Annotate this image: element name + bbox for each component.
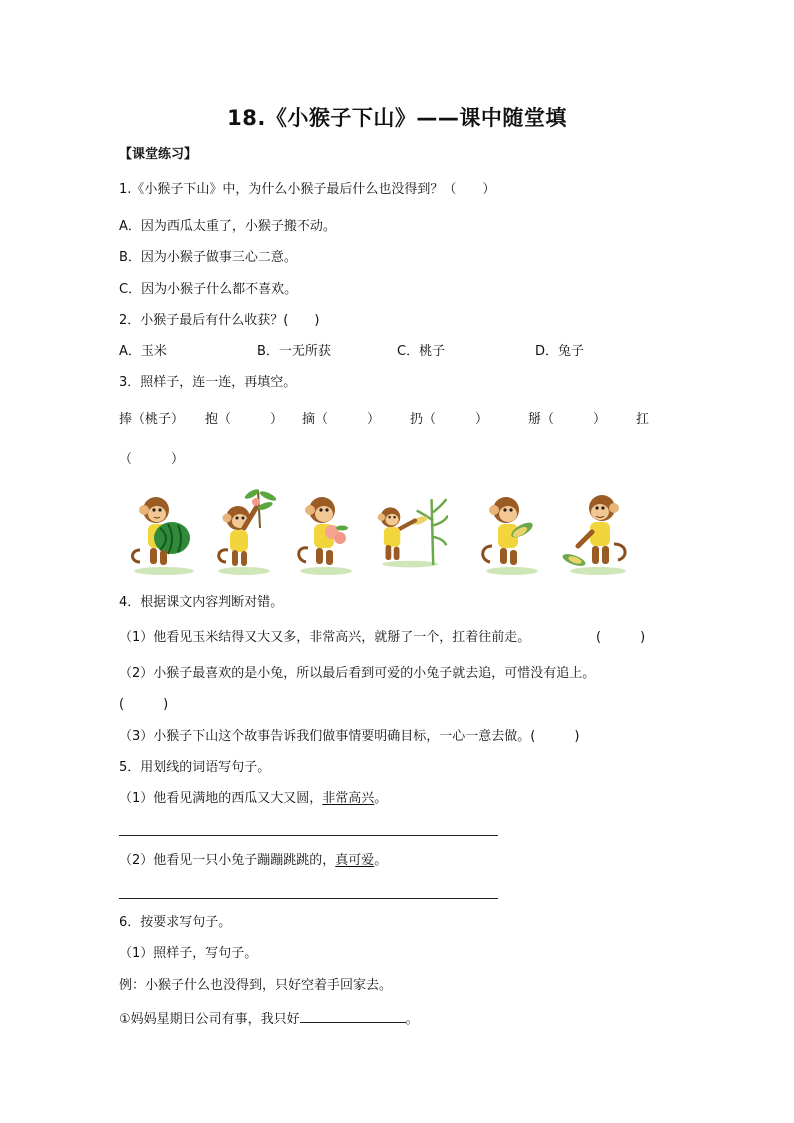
question-5-sentence-1-end: 。 [374, 791, 388, 806]
question-5-answer-line-1[interactable] [119, 835, 498, 836]
question-1-stem: 1.《小猴子下山》中，为什么小猴子最后什么也没得到？（ ） [119, 182, 496, 197]
question-4-statement-1-blank: ( ) [596, 630, 646, 645]
question-2-option-b: B．一无所获 [257, 344, 331, 359]
question-3-item-4: 扔（ ） [410, 412, 489, 427]
question-5-sentence-2-underlined: 真可爱 [335, 853, 375, 868]
question-3-item-3: 摘（ ） [302, 412, 381, 427]
question-2-option-d: D．兔子 [535, 344, 585, 359]
question-5-sentence-2-end: 。 [374, 853, 388, 868]
question-6-item-1-end: 。 [405, 1012, 419, 1027]
question-4-statement-3: （3）小猴子下山这个故事告诉我们做事情要明确目标，一心一意去做。( ) [119, 729, 580, 744]
question-5-sentence-1-text: （1）他看见满地的西瓜又大又圆， [119, 791, 323, 806]
question-3-stem: 3．照样子，连一连，再填空。 [119, 375, 297, 390]
monkey-holding-corn-image [478, 488, 552, 576]
question-5-sentence-1 [119, 790, 387, 808]
section-heading: 【课堂练习】 [119, 147, 198, 162]
question-6-item-1-blank[interactable] [300, 1010, 406, 1023]
question-3-item-2: 抱（ ） [205, 412, 284, 427]
question-1-option-a: A．因为西瓜太重了，小猴子搬不动。 [119, 219, 336, 234]
question-4-statement-2-blank: ( ) [119, 697, 169, 712]
question-3-item-1: 捧（桃子） [119, 412, 185, 427]
question-5-sentence-2 [119, 852, 387, 870]
monkey-picking-peach-image [210, 488, 284, 576]
question-5-answer-line-2[interactable] [119, 898, 498, 899]
question-1-option-b: B．因为小猴子做事三心二意。 [119, 250, 297, 265]
question-2-option-c: C．桃子 [397, 344, 446, 359]
monkey-throwing-corn-image [562, 488, 636, 576]
question-6-sub-1: （1）照样子，写句子。 [119, 946, 258, 961]
question-4-statement-2: （2）小猴子最喜欢的是小兔，所以最后看到可爱的小兔子就去追，可惜没有追上。 [119, 666, 596, 681]
monkey-holding-peaches-image [292, 488, 366, 576]
monkey-holding-watermelon-image [126, 488, 200, 576]
page-title: 18.《小猴子下山》——课中随堂填 [227, 106, 567, 130]
question-4-statement-1: （1）他看见玉米结得又大又多，非常高兴，就掰了一个，扛着往前走。 [119, 630, 531, 645]
question-3-item-5: 掰（ ） [528, 412, 607, 427]
question-1-option-c: C．因为小猴子什么都不喜欢。 [119, 282, 298, 297]
question-4-stem: 4．根据课文内容判断对错。 [119, 595, 284, 610]
question-2-stem: 2．小猴子最后有什么收获？( ) [119, 313, 320, 328]
question-6-item-1-text: ①妈妈星期日公司有事，我只好 [119, 1012, 300, 1027]
question-6-stem: 6．按要求写句子。 [119, 915, 232, 930]
monkey-breaking-corn-image [374, 488, 448, 576]
question-3-item-6: 扛 [636, 412, 650, 427]
question-3-item-6-blank: （ ） [119, 452, 185, 467]
question-6-item-1 [119, 1010, 419, 1029]
question-5-sentence-1-underlined: 非常高兴 [322, 791, 375, 806]
monkey-illustrations [126, 488, 640, 576]
question-6-example: 例：小猴子什么也没得到，只好空着手回家去。 [119, 978, 393, 993]
question-5-stem: 5．用划线的词语写句子。 [119, 760, 271, 775]
question-5-sentence-2-text: （2）他看见一只小兔子蹦蹦跳跳的， [119, 853, 336, 868]
question-2-option-a: A．玉米 [119, 344, 167, 359]
